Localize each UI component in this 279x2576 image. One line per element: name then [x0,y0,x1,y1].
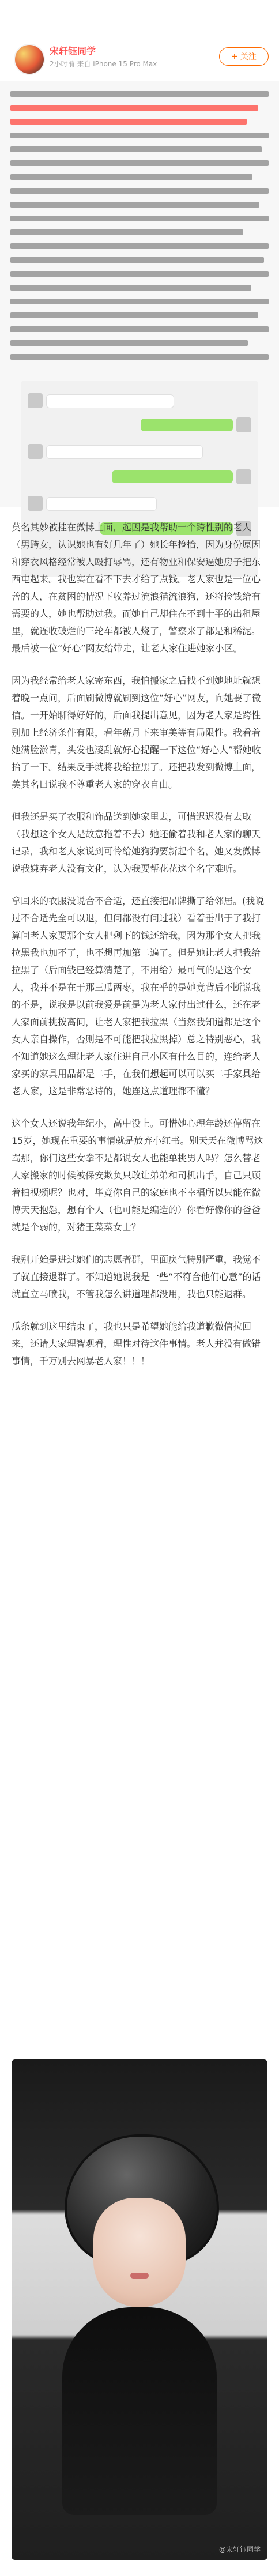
post-body [12,519,267,1385]
paragraph: 瓜条就到这里结束了，我也只是希望她能给我道歉微信拉回来，还请大家理智观看，理性对待这件事情。老人并没有做错事情，千万别去网暴老人家！！！ [12,1321,261,1366]
screenshot-text-line [10,285,251,291]
post-header [0,0,279,81]
chat-bubble-left [46,497,157,511]
screenshot-text-line [10,174,252,180]
chat-avatar [28,393,43,408]
post-meta: 2小时前 来自 iPhone 15 Pro Max [50,60,157,68]
chat-avatar [236,417,251,432]
author-name[interactable]: 宋轩钰同学 [50,46,96,57]
paragraph: 但我还是买了衣服和饰品送到她家里去，可惜迟迟没有去取（我想这个女人是故意拖着不去）她还偷着我和老人家的聊天记录，我和老人家说到可怜给她狗狗要新起个名，她又发微博说我嫌弃老人没有文化，认为我要帮花花这个名字难听。 [12,811,261,874]
screenshot-text-line [10,188,269,194]
body [62,2307,217,2515]
chat-avatar [28,444,43,459]
paragraph: 我别开始是进过她们的志愿者群，里面戾气特别严重，我觉不了就直接退群了。不知道她说我是一些“不符合他们心意”的话就直立马喷我，不管我怎么讲道理都没用，我也只能退群。 [12,1254,261,1300]
screenshot-highlight-line [10,119,247,125]
screenshot-text-line [10,271,269,277]
screenshot-text-line [10,202,259,208]
paragraph: 这个女人还说我年纪小，高中没上。可惜她心理年龄还停留在15岁，她现在重要的事情就是放弃小红书。别天天在微博骂这骂那，你们这些女拳不是都说女人也能单挑男人吗？怎么替老人家搬家的时候被保安欺负只敢让弟弟和司机出手，自己只顾着拍视频呢？也对，毕竟你自己的家庭也不幸福所以只能在微博天天抱怨，想有个人（也可能是编造的）你看好像你的爸爸就是个弱的，对猪王菜菜女士？ [12,1118,263,1233]
paragraph: 因为我经常给老人家寄东西，我怕搬家之后找不到她地址就想着晚一点问，后面刷微博就刷到这位“好心”网友，向她要了微信。一开始聊得好好的，后面我提出意见，因为老人家是跨性别加上经济条件有限，看年薪月下来审美等有局限性。我看着她满脸淤青，头发也凌乱就好心提醒一下这位“好心人”帮她收拾了一下。结果反手就将我给拉黑了。还把我发到微博上面，美其名曰说我不尊重老人家的穿衣自由。 [12,675,261,790]
screenshot-text-line [10,160,269,166]
follow-button[interactable] [219,47,269,66]
post-photo[interactable] [12,2059,267,2560]
chat-avatar [28,496,43,511]
user-avatar[interactable] [14,44,45,75]
screenshot-highlight-line [10,105,258,111]
screenshot-text-line [10,312,258,318]
screenshot-text-line [10,299,269,304]
photo-watermark: @宋轩钰同学 [218,2545,261,2554]
screenshot-text-line [10,243,269,249]
chat-bubble-left [46,394,174,408]
chat-avatar [236,469,251,484]
chat-bubble-left [46,445,203,459]
follow-label: 关注 [240,52,257,62]
plus-icon: + [231,52,238,61]
paragraph: 莫名其妙被挂在微博上面，起因是我帮助一个跨性别的老人（男跨女，认识她也有好几年了）她长年捡拾，因为身份原因和穿衣风格经常被人殴打辱骂，还有物业和保安逼她房子把东西屯起来。我也实在看不下去才给了点钱。老人家也是一位心善的人，在贫困的情况下收养过流浪猫流浪狗，还将捡钱给有需要的人，她也帮助过我。而她自己却住在不到十平的出租屋里，就连收破烂的三轮车都被人烧了，警察来了都是和稀泥。最后被一位“好心”网友给带走，让老人家住进她家小区。 [12,522,261,654]
face [93,2198,186,2307]
mouth [130,2273,149,2279]
screenshot-text-line [10,326,269,332]
screenshot-text-line [10,133,269,138]
paragraph: 拿回来的衣服没说合不合适，还直接把吊牌撕了给邻居。(我说过不合适先全可以退，但问都没有问过我）看着垂出于了我打算问老人家要那个女人把剩下的钱还给我，因为那个女人把我拉黑我也加不了，也不想再加第二遍了。但是她让老人把我给拉黑了（后面钱已经算清楚了，不用给）最可气的是这个女人，我并不是在于那三瓜两枣，我在乎的是她竟背后不断说我的不是，说我是以前我爱是前是为老人家付出过什么，还在老人家面前挑拨离间，让老人家把我拉黑（当然我知道都是这个女人亲自操作，否则是不可能把我拉黑掉）总之特别恶心，我不知道她这么理让老人家住进自己小区有什么目的，连给老人家买的家具用品都是二手，在我们想起可以可以买二手家具给老人家，这是非常恶诗的，她连这点道理都不懂？ [12,895,265,1097]
chat-bubble-right [112,470,233,483]
screenshot-text-line [10,216,269,221]
chat-bubble-right [141,419,233,431]
embedded-screenshot [0,81,279,507]
screenshot-text-line [10,340,248,346]
screenshot-text-line [10,146,262,152]
screenshot-text-line [10,257,264,263]
screenshot-text-line [10,354,269,360]
screenshot-text-line [10,91,269,97]
screenshot-text-line [10,229,243,235]
